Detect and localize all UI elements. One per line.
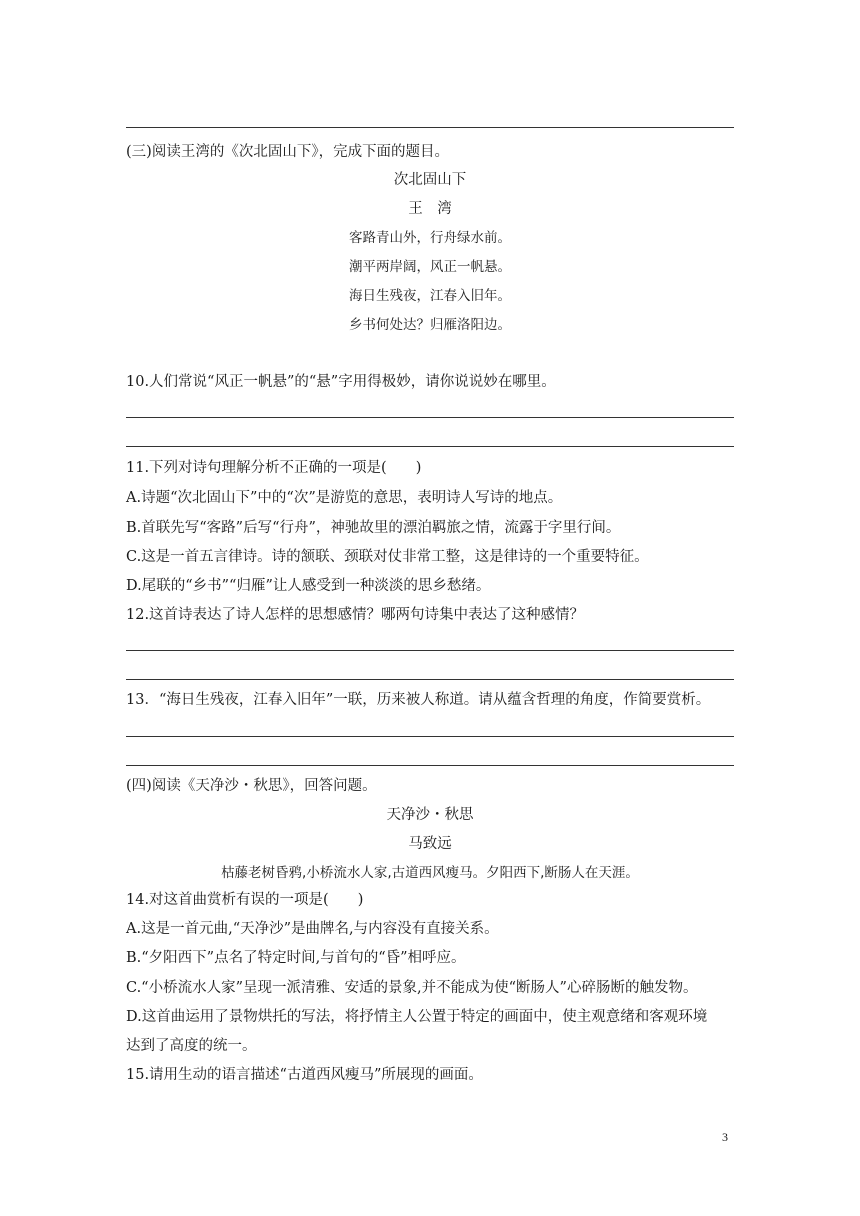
- section4-heading: (四)阅读《天净沙・秋思》，回答问题。: [126, 778, 377, 794]
- answer-line[interactable]: [126, 679, 734, 680]
- question-13: 13．“海日生残夜，江春入旧年”一联，历来被人称道。请从蕴含哲理的角度，作简要赏析。: [126, 692, 711, 708]
- question-15: 15.请用生动的语言描述“古道西风瘦马”所展现的画面。: [126, 1067, 483, 1083]
- option-d: D.尾联的“乡书”“归雁”让人感受到一种淡淡的思乡愁绪。: [126, 578, 491, 594]
- option-b: B.“夕阳西下”点名了特定时间,与首句的“昏”相呼应。: [126, 950, 466, 966]
- answer-line[interactable]: [126, 650, 734, 651]
- poem-line: 客路青山外，行舟绿水前。: [349, 230, 511, 246]
- option-b: B.首联先写“客路”后写“行舟”，神驰故里的漂泊羁旅之情，流露于字里行间。: [126, 520, 621, 536]
- section3-heading: (三)阅读王湾的《次北固山下》，完成下面的题目。: [126, 144, 450, 160]
- question-10: 10.人们常说“风正一帆悬”的“悬”字用得极妙，请你说说妙在哪里。: [126, 374, 556, 390]
- qu-author: 马致远: [408, 836, 452, 852]
- option-c: C.“小桥流水人家”呈现一派清雅、安适的景象,并不能成为使“断肠人”心碎肠断的触发物。: [126, 980, 698, 996]
- page-number: 3: [722, 1130, 728, 1144]
- poem-line: 潮平两岸阔，风正一帆悬。: [349, 259, 511, 275]
- qu-title: 天净沙・秋思: [386, 807, 474, 823]
- divider-line: [126, 127, 734, 128]
- option-a: A.诗题“次北固山下”中的“次”是游览的意思，表明诗人写诗的地点。: [126, 490, 563, 506]
- answer-line[interactable]: [126, 417, 734, 418]
- poem-author: 王 湾: [408, 201, 452, 217]
- answer-line[interactable]: [126, 765, 734, 766]
- poem-line: 海日生残夜，江春入旧年。: [349, 288, 511, 304]
- question-11: 11.下列对诗句理解分析不正确的一项是( ): [126, 460, 422, 476]
- option-d-continued: 达到了高度的统一。: [126, 1038, 257, 1054]
- answer-line[interactable]: [126, 446, 734, 447]
- question-12: 12.这首诗表达了诗人怎样的思想感情？哪两句诗集中表达了这种感情？: [126, 607, 585, 623]
- answer-line[interactable]: [126, 736, 734, 737]
- question-14: 14.对这首曲赏析有误的一项是( ): [126, 892, 364, 908]
- option-a: A.这是一首元曲,“天净沙”是曲牌名,与内容没有直接关系。: [126, 921, 499, 937]
- option-c: C.这是一首五言律诗。诗的颔联、颈联对仗非常工整，这是律诗的一个重要特征。: [126, 549, 649, 565]
- option-d: D.这首曲运用了景物烘托的写法，将抒情主人公置于特定的画面中，使主观意绪和客观环境: [126, 1009, 708, 1025]
- poem-line: 乡书何处达？归雁洛阳边。: [349, 317, 511, 333]
- poem-title: 次北固山下: [393, 172, 467, 188]
- qu-text: 枯藤老树昏鸦,小桥流水人家,古道西风瘦马。夕阳西下,断肠人在天涯。: [221, 865, 639, 881]
